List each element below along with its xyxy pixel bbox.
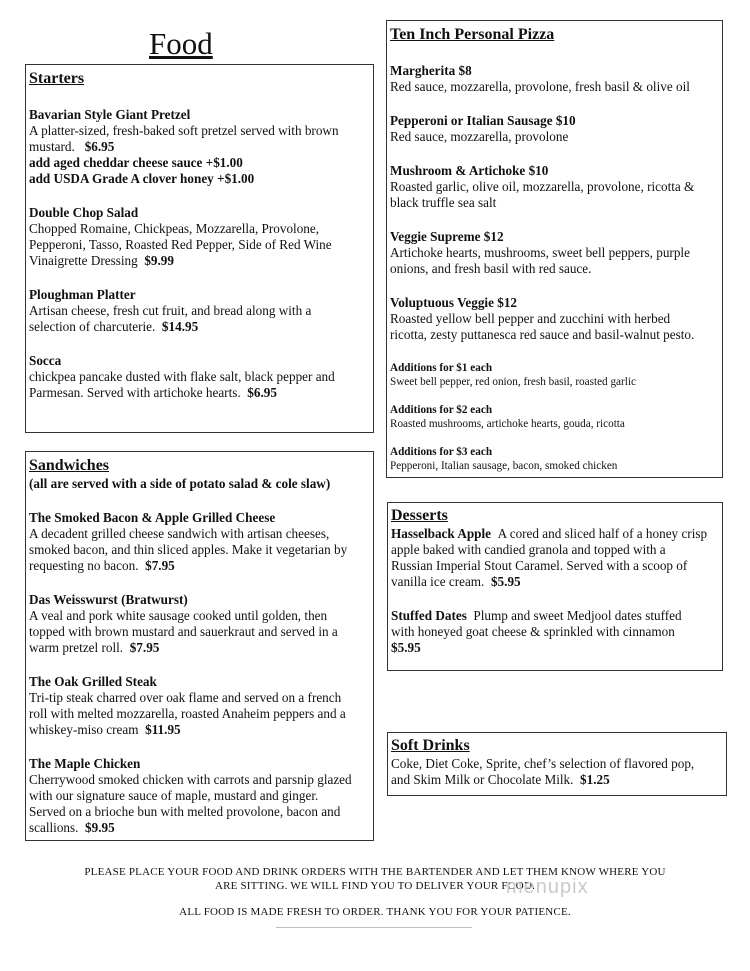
item-desc: Artichoke hearts, mushrooms, sweet bell peppers, purple bbox=[390, 245, 690, 260]
menu-item-socca bbox=[29, 353, 370, 401]
watermark-logo: menupix bbox=[506, 876, 589, 898]
item-desc: Tri-tip steak charred over oak flame and served on a french bbox=[29, 690, 342, 705]
item-name: Mushroom & Artichoke $10 bbox=[390, 163, 549, 178]
item-desc: Plump and sweet Medjool dates stuffed bbox=[473, 608, 682, 623]
additions-2 bbox=[390, 403, 719, 431]
item-desc: Served on a brioche bun with melted provolone, bacon and bbox=[29, 804, 341, 819]
item-name: Additions for $3 each bbox=[390, 446, 493, 458]
item-desc: roll with melted mozzarella, roasted Anaheim peppers and a bbox=[29, 706, 346, 721]
menu-item-steak bbox=[29, 674, 370, 738]
item-addon: add aged cheddar cheese sauce +$1.00 bbox=[29, 155, 243, 170]
item-desc: apple baked with candied granola and topped with a bbox=[391, 542, 666, 557]
item-name: Pepperoni or Italian Sausage $10 bbox=[390, 113, 576, 128]
item-name: The Maple Chicken bbox=[29, 756, 141, 771]
footer-divider bbox=[276, 927, 472, 928]
item-desc: whiskey-miso cream bbox=[29, 722, 139, 737]
item-desc: Chopped Romaine, Chickpeas, Mozzarella, Provolone, bbox=[29, 221, 320, 236]
menu-item-salad bbox=[29, 205, 370, 269]
item-desc: chickpea pancake dusted with flake salt, black pepper and bbox=[29, 369, 335, 384]
item-desc: warm pretzel roll. bbox=[29, 640, 124, 655]
item-price: $11.95 bbox=[145, 722, 181, 737]
item-desc: Pepperoni, Italian sausage, bacon, smoked chicken bbox=[390, 460, 618, 472]
starters-title: Starters bbox=[29, 70, 85, 87]
item-desc: with our signature sauce of maple, mustard and ginger. bbox=[29, 788, 319, 803]
sandwiches-section bbox=[25, 451, 374, 841]
item-desc: Roasted yellow bell pepper and zucchini with herbed bbox=[390, 311, 671, 326]
item-desc: requesting no bacon. bbox=[29, 558, 139, 573]
sandwiches-title: Sandwiches bbox=[29, 457, 110, 474]
menu-item-pretzel bbox=[29, 107, 370, 187]
item-price: $5.95 bbox=[490, 574, 521, 589]
item-price: $14.95 bbox=[161, 319, 199, 334]
menu-item-mushroom bbox=[390, 163, 719, 211]
menu-item-chicken bbox=[29, 756, 370, 836]
item-desc: ricotta, zesty puttanesca red sauce and basil-walnut pesto. bbox=[390, 327, 695, 342]
starters-section bbox=[25, 64, 374, 433]
additions-1 bbox=[390, 361, 719, 389]
item-desc: mustard. bbox=[29, 139, 75, 154]
item-name: Veggie Supreme $12 bbox=[390, 229, 504, 244]
additions-3 bbox=[390, 445, 719, 473]
menu-item-stuffed-dates bbox=[391, 608, 719, 656]
item-desc: Roasted mushrooms, artichoke hearts, gouda, ricotta bbox=[390, 418, 625, 430]
desserts-title: Desserts bbox=[391, 507, 448, 524]
item-desc: scallions. bbox=[29, 820, 79, 835]
item-name: Bavarian Style Giant Pretzel bbox=[29, 107, 191, 122]
menu-item-margherita bbox=[390, 63, 719, 95]
item-desc: Red sauce, mozzarella, provolone bbox=[390, 129, 569, 144]
sandwiches-note: (all are served with a side of potato salad & cole slaw) bbox=[29, 476, 331, 491]
item-desc: selection of charcuterie. bbox=[29, 319, 156, 334]
item-desc: A decadent grilled cheese sandwich with artisan cheeses, bbox=[29, 526, 330, 541]
item-desc: with honeyed goat cheese & sprinkled with cinnamon bbox=[391, 624, 675, 639]
item-desc: onions, and fresh basil with red sauce. bbox=[390, 261, 592, 276]
item-addon: add USDA Grade A clover honey +$1.00 bbox=[29, 171, 255, 186]
menu-item-hasselback bbox=[391, 526, 719, 590]
item-price: $7.95 bbox=[145, 558, 175, 573]
item-desc: vanilla ice cream. bbox=[391, 574, 485, 589]
pizza-title: Ten Inch Personal Pizza bbox=[390, 26, 555, 43]
menu-item-voluptuous-veggie bbox=[390, 295, 719, 343]
item-price: $6.95 bbox=[247, 385, 277, 400]
item-desc: A veal and pork white sausage cooked until golden, then bbox=[29, 608, 328, 623]
drinks-section bbox=[387, 732, 727, 796]
item-name: Margherita $8 bbox=[390, 63, 472, 78]
item-name: The Smoked Bacon & Apple Grilled Cheese bbox=[29, 510, 276, 525]
page-title: Food bbox=[149, 26, 213, 61]
menu-item-pepperoni bbox=[390, 113, 719, 145]
pizza-section bbox=[386, 20, 723, 478]
item-desc: smoked bacon, and thin sliced apples. Make it vegetarian by bbox=[29, 542, 348, 557]
menu-item-ploughman bbox=[29, 287, 370, 335]
item-desc: Roasted garlic, olive oil, mozzarella, provolone, ricotta & bbox=[390, 179, 695, 194]
menu-item-grilled-cheese bbox=[29, 510, 370, 574]
item-desc: A platter-sized, fresh-baked soft pretzel served with brown bbox=[29, 123, 339, 138]
item-name: Socca bbox=[29, 353, 62, 368]
menu-item-soft-drinks bbox=[391, 756, 723, 788]
item-name: Voluptuous Veggie $12 bbox=[390, 295, 518, 310]
footer-fresh-notice: ALL FOOD IS MADE FRESH TO ORDER. THANK YOU FOR YOUR PATIENCE. bbox=[179, 906, 571, 918]
item-name: Additions for $1 each bbox=[390, 362, 493, 374]
item-desc: Cherrywood smoked chicken with carrots and parsnip glazed bbox=[29, 772, 352, 787]
item-price: $6.95 bbox=[84, 139, 115, 154]
item-desc: Red sauce, mozzarella, provolone, fresh basil & olive oil bbox=[390, 79, 690, 94]
item-desc: Parmesan. Served with artichoke hearts. bbox=[29, 385, 241, 400]
item-name: Ploughman Platter bbox=[29, 287, 136, 302]
item-price: $5.95 bbox=[391, 640, 421, 655]
item-desc: Artisan cheese, fresh cut fruit, and bread along with a bbox=[29, 303, 312, 318]
item-name: The Oak Grilled Steak bbox=[29, 674, 157, 689]
item-price: $1.25 bbox=[580, 772, 610, 787]
item-desc: A cored and sliced half of a honey crisp bbox=[497, 526, 708, 541]
item-name: Hasselback Apple bbox=[391, 526, 492, 541]
item-name: Double Chop Salad bbox=[29, 205, 139, 220]
item-desc: Sweet bell pepper, red onion, fresh basil, roasted garlic bbox=[390, 376, 636, 388]
item-name: Stuffed Dates bbox=[391, 608, 467, 623]
item-price: $7.95 bbox=[129, 640, 160, 655]
item-price: $9.99 bbox=[144, 253, 174, 268]
item-desc: Vinaigrette Dressing bbox=[29, 253, 138, 268]
menu-item-veggie-supreme bbox=[390, 229, 719, 277]
item-name: Additions for $2 each bbox=[390, 404, 493, 416]
footer-notice bbox=[40, 865, 710, 893]
item-desc: and Skim Milk or Chocolate Milk. bbox=[391, 772, 574, 787]
menu-item-weisswurst bbox=[29, 592, 370, 656]
footer-line: PLEASE PLACE YOUR FOOD AND DRINK ORDERS WITH THE BARTENDER AND LET THEM KNOW WHERE YOU bbox=[84, 866, 666, 878]
item-desc: black truffle sea salt bbox=[390, 195, 497, 210]
item-price: $9.95 bbox=[85, 820, 115, 835]
footer-line: ARE SITTING. WE WILL FIND YOU TO DELIVER YOUR FOOD. bbox=[214, 880, 536, 892]
drinks-title: Soft Drinks bbox=[391, 737, 470, 754]
item-desc: topped with brown mustard and sauerkraut and served in a bbox=[29, 624, 338, 639]
item-desc: Pepperoni, Tasso, Roasted Red Pepper, Side of Red Wine bbox=[29, 237, 332, 252]
item-name: Das Weisswurst (Bratwurst) bbox=[29, 592, 188, 607]
desserts-section bbox=[387, 502, 723, 671]
item-desc: Coke, Diet Coke, Sprite, chef’s selection of flavored pop, bbox=[391, 756, 695, 771]
item-desc: Russian Imperial Stout Caramel. Served with a scoop of bbox=[391, 558, 688, 573]
